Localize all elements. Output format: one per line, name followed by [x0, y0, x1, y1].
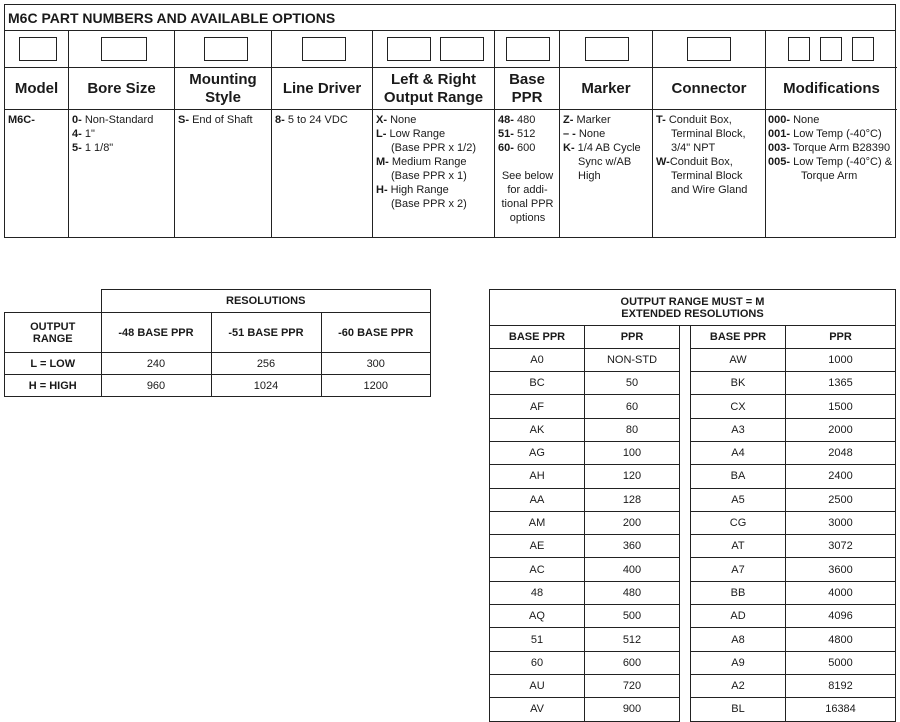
table-row [490, 558, 896, 581]
column-header: BASE PPR [691, 326, 786, 349]
table-row [490, 418, 896, 441]
table-row [490, 488, 896, 511]
table-cell: AW [691, 348, 786, 371]
base-ppr-note: See below for addi- tional PPR options [501, 170, 554, 224]
list-item: 003- Torque Arm B28390 [768, 142, 891, 154]
modifications-header: Modifications [766, 68, 897, 110]
list-item: Terminal Block, [671, 128, 746, 140]
table-cell: NON-STD [585, 348, 680, 371]
model-column [5, 31, 69, 237]
base-entry-box [506, 37, 550, 61]
table-cell: 3600 [786, 558, 896, 581]
table-cell: AD [691, 605, 786, 628]
mounting-style-header: Mounting Style [175, 68, 271, 110]
marker-column [560, 31, 653, 237]
table-row [490, 628, 896, 651]
table-cell: 900 [585, 698, 680, 721]
table-cell: A9 [691, 651, 786, 674]
table-row [490, 535, 896, 558]
bore-size-column [69, 31, 175, 237]
modifications-column [766, 31, 897, 237]
marker-header: Marker [560, 68, 652, 110]
list-item: H- High Range [376, 184, 449, 196]
table-row [490, 674, 896, 697]
extended-resolutions-table [489, 289, 896, 722]
list-item: 4- 1" [72, 128, 95, 140]
list-item: 51- 512 [498, 128, 536, 140]
table-cell: 60 [585, 395, 680, 418]
output-range-header: OUTPUT RANGE [5, 313, 102, 353]
table-cell: 1500 [786, 395, 896, 418]
list-item: Terminal Block [671, 170, 743, 182]
list-item: (Base PPR x 2) [391, 198, 467, 210]
part-number-table [4, 4, 896, 238]
table-cell: 120 [585, 465, 680, 488]
table-cell: 51 [490, 628, 585, 651]
list-item: High [578, 170, 601, 182]
list-item: – - None [563, 128, 606, 140]
table-cell: 2500 [786, 488, 896, 511]
table-row [490, 651, 896, 674]
list-item: K- 1/4 AB Cycle [563, 142, 641, 154]
table-cell: 4800 [786, 628, 896, 651]
column-header: PPR [585, 326, 680, 349]
table-cell: A4 [691, 441, 786, 464]
table-cell: A3 [691, 418, 786, 441]
list-item: 8- 5 to 24 VDC [275, 114, 348, 126]
table-cell: AV [490, 698, 585, 721]
table-cell: BA [691, 465, 786, 488]
connector-header: Connector [653, 68, 765, 110]
table-cell: A2 [691, 674, 786, 697]
list-item: T- Conduit Box, [656, 114, 732, 126]
list-item: X- None [376, 114, 417, 126]
model-header: Model [5, 68, 68, 110]
list-item: L- Low Range [376, 128, 446, 140]
table-cell: 100 [585, 441, 680, 464]
table-cell: 50 [585, 372, 680, 395]
table-cell: AM [490, 511, 585, 534]
bore-entry-box [101, 37, 147, 61]
table-cell: 128 [585, 488, 680, 511]
table-cell: 80 [585, 418, 680, 441]
list-item: S- End of Shaft [178, 114, 253, 126]
table-cell: 2400 [786, 465, 896, 488]
column-header: PPR [786, 326, 896, 349]
table-cell: 600 [585, 651, 680, 674]
table-row [490, 698, 896, 721]
list-item: Sync w/AB [578, 156, 632, 168]
list-item: (Base PPR x 1) [391, 170, 467, 182]
modification-entry-box-2 [820, 37, 842, 61]
table-cell: 2000 [786, 418, 896, 441]
table-cell: AQ [490, 605, 585, 628]
column-header: -48 BASE PPR [101, 313, 211, 353]
resolutions-title: RESOLUTIONS [101, 290, 431, 313]
table-cell: CG [691, 511, 786, 534]
list-item: W-Conduit Box, [656, 156, 733, 168]
column-header: -51 BASE PPR [211, 313, 321, 353]
table-cell: AA [490, 488, 585, 511]
modification-entry-box-1 [788, 37, 810, 61]
table-cell: AG [490, 441, 585, 464]
table-row [490, 465, 896, 488]
table-row [490, 395, 896, 418]
table-cell: 512 [585, 628, 680, 651]
list-item: Z- Marker [563, 114, 611, 126]
base-ppr-header: Base PPR [495, 68, 559, 110]
table-cell: A5 [691, 488, 786, 511]
driver-entry-box [302, 37, 346, 61]
list-item: 005- Low Temp (-40°C) & [768, 156, 893, 168]
column-header: BASE PPR [490, 326, 585, 349]
table-cell: 48 [490, 581, 585, 604]
table-cell: A8 [691, 628, 786, 651]
mounting-entry-box [204, 37, 248, 61]
table-cell: 1000 [786, 348, 896, 371]
table-cell: BK [691, 372, 786, 395]
table-cell: 360 [585, 535, 680, 558]
table-row [490, 605, 896, 628]
list-item: M- Medium Range [376, 156, 467, 168]
table-cell: 4096 [786, 605, 896, 628]
connector-entry-box [687, 37, 731, 61]
model-code: M6C- [8, 114, 35, 126]
table-cell: 5000 [786, 651, 896, 674]
list-item: 001- Low Temp (-40°C) [768, 128, 882, 140]
list-item: (Base PPR x 1/2) [391, 142, 476, 154]
output-entry-box-left [387, 37, 431, 61]
column-header: -60 BASE PPR [321, 313, 431, 353]
table-cell: 720 [585, 674, 680, 697]
table-cell: BC [490, 372, 585, 395]
list-item: 3/4" NPT [671, 142, 716, 154]
table-cell: A7 [691, 558, 786, 581]
table-row: L = LOW 240 256 300 [5, 353, 431, 375]
table-cell: 3072 [786, 535, 896, 558]
table-row [490, 348, 896, 371]
table-row [490, 441, 896, 464]
connector-column [653, 31, 766, 237]
model-entry-box [19, 37, 57, 61]
list-item: 5- 1 1/8" [72, 142, 114, 154]
table-cell: AF [490, 395, 585, 418]
table-cell: 200 [585, 511, 680, 534]
output-entry-box-right [440, 37, 484, 61]
line-driver-header: Line Driver [272, 68, 372, 110]
table-cell: 4000 [786, 581, 896, 604]
table-row [490, 372, 896, 395]
table-cell: AE [490, 535, 585, 558]
list-item: 000- None [768, 114, 820, 126]
table-cell: CX [691, 395, 786, 418]
table-cell: 1365 [786, 372, 896, 395]
table-cell: 480 [585, 581, 680, 604]
bore-size-header: Bore Size [69, 68, 174, 110]
table-row [490, 581, 896, 604]
mounting-style-column [175, 31, 272, 237]
resolutions-table [4, 289, 431, 397]
table-cell: 60 [490, 651, 585, 674]
table-cell: AC [490, 558, 585, 581]
list-item: 60- 600 [498, 142, 536, 154]
page-title: M6C PART NUMBERS AND AVAILABLE OPTIONS [5, 5, 895, 31]
table-cell: AH [490, 465, 585, 488]
table-cell: AT [691, 535, 786, 558]
table-cell: 8192 [786, 674, 896, 697]
list-item: 48- 480 [498, 114, 536, 126]
base-ppr-column [495, 31, 560, 237]
table-cell: AU [490, 674, 585, 697]
extended-title: OUTPUT RANGE MUST = M EXTENDED RESOLUTIONS [490, 290, 896, 326]
list-item: 0- Non-Standard [72, 114, 154, 126]
table-cell: 3000 [786, 511, 896, 534]
table-cell: 16384 [786, 698, 896, 721]
list-item: and Wire Gland [671, 184, 748, 196]
table-cell: 400 [585, 558, 680, 581]
table-cell: 2048 [786, 441, 896, 464]
table-cell: AK [490, 418, 585, 441]
marker-entry-box [585, 37, 629, 61]
table-cell: BL [691, 698, 786, 721]
modification-entry-box-3 [852, 37, 874, 61]
table-cell: 500 [585, 605, 680, 628]
table-row [490, 511, 896, 534]
table-cell: BB [691, 581, 786, 604]
output-range-header: Left & Right Output Range [373, 68, 494, 110]
output-range-column [373, 31, 495, 237]
table-cell: A0 [490, 348, 585, 371]
line-driver-column [272, 31, 373, 237]
table-row: H = HIGH 960 1024 1200 [5, 375, 431, 397]
list-item: Torque Arm [801, 170, 858, 182]
